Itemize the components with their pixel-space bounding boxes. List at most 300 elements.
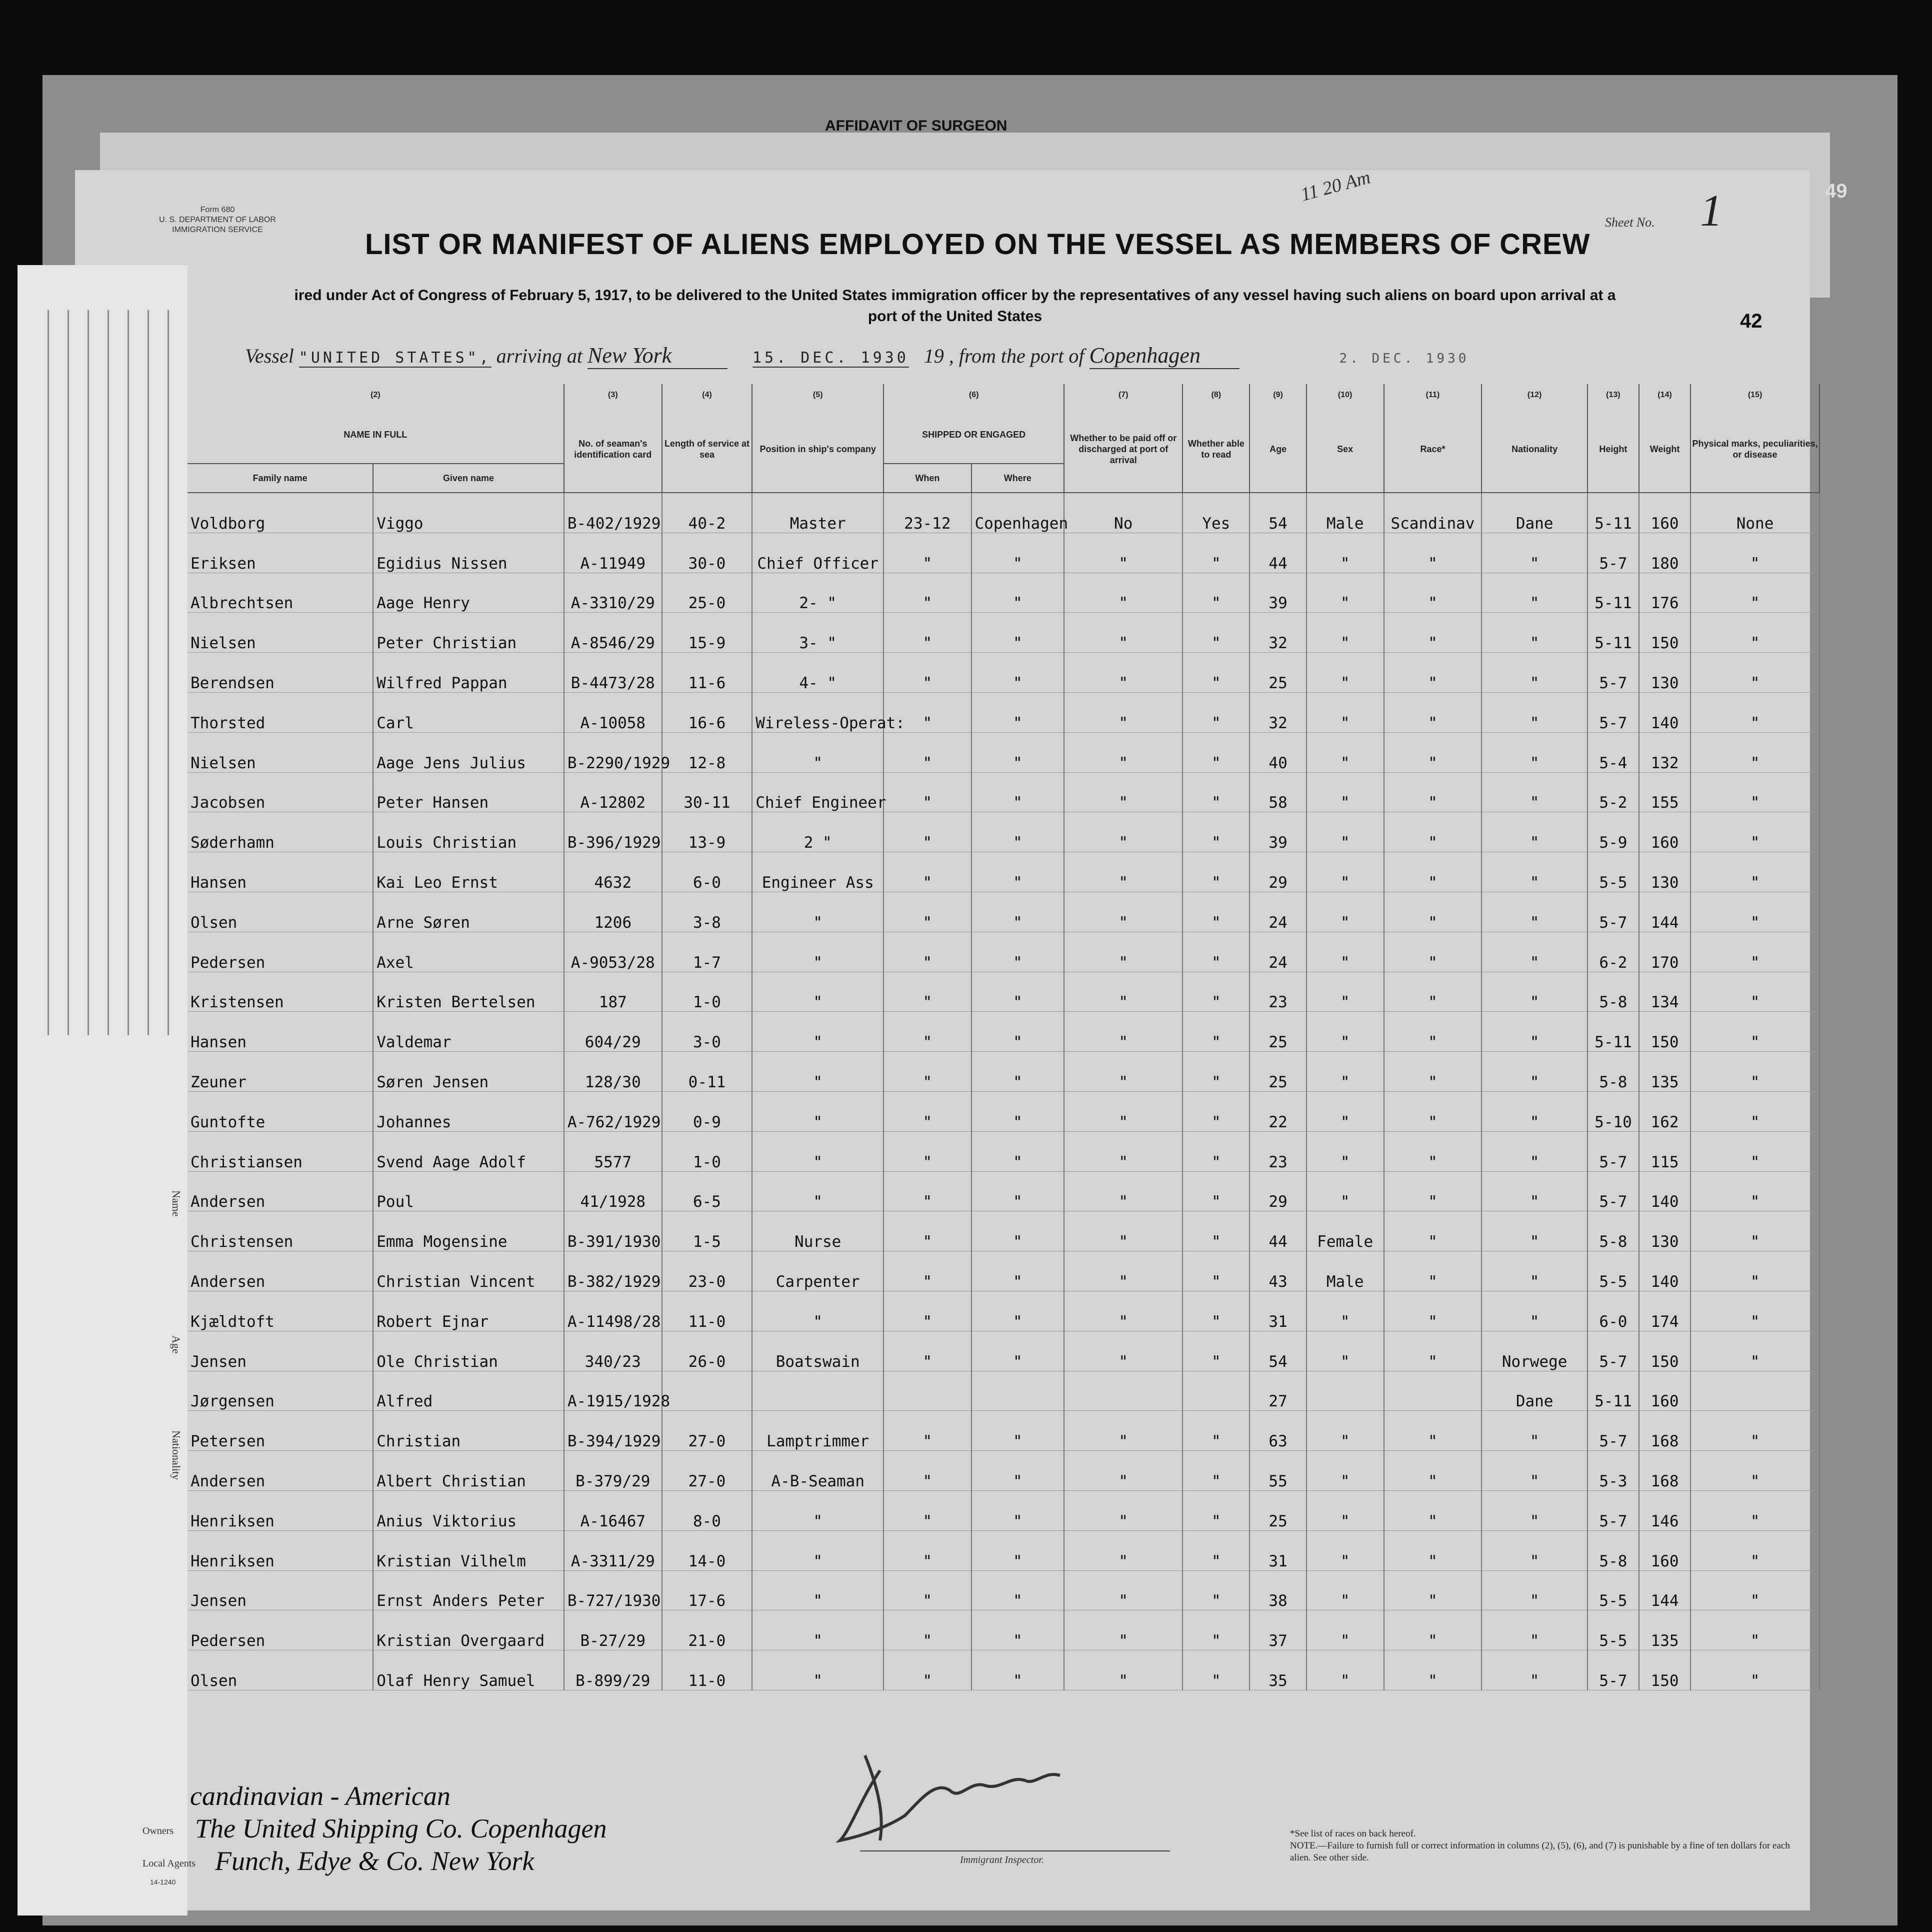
crew-row <box>188 533 1820 573</box>
nationality-cell: " <box>1482 892 1587 932</box>
crew-row <box>188 1091 1820 1131</box>
race-cell: " <box>1384 1570 1482 1610</box>
id-card-cell: A-3310/29 <box>564 573 662 613</box>
crew-row <box>188 493 1820 533</box>
service-cell: 3-0 <box>662 1012 752 1052</box>
able-read-cell: " <box>1182 1291 1250 1331</box>
form-department: U. S. DEPARTMENT OF LABOR <box>159 216 276 224</box>
age-cell: 23 <box>1250 1131 1306 1171</box>
age-cell: 44 <box>1250 1211 1306 1251</box>
height-cell: 5-11 <box>1588 1371 1639 1411</box>
family-name-cell: Voldborg <box>188 493 373 533</box>
given-name-cell: Albert Christian <box>373 1451 564 1491</box>
sex-cell: " <box>1306 1650 1384 1690</box>
where-cell: " <box>972 1211 1064 1251</box>
sex-cell: " <box>1306 812 1384 852</box>
column-header-row <box>188 406 1820 464</box>
family-name-cell: Thorsted <box>188 692 373 732</box>
colnum: (15) <box>1690 384 1820 406</box>
given-name-cell: Alfred <box>373 1371 564 1411</box>
strip-label-nationality: Nationality <box>170 1430 182 1480</box>
when-cell: 23-12 <box>884 493 971 533</box>
year-label: 19 <box>924 345 944 367</box>
nationality-cell: " <box>1482 1091 1587 1131</box>
age-cell: 54 <box>1250 1331 1306 1371</box>
when-cell: " <box>884 653 971 693</box>
family-name-cell: Andersen <box>188 1171 373 1211</box>
able-read-cell: " <box>1182 533 1250 573</box>
paid-off-cell: " <box>1064 1331 1182 1371</box>
id-card-cell: 340/23 <box>564 1331 662 1371</box>
position-cell: Chief Engineer <box>752 772 884 812</box>
physical-marks-cell: " <box>1690 812 1820 852</box>
crew-row <box>188 1650 1820 1690</box>
family-name-cell: Kjældtoft <box>188 1291 373 1331</box>
given-name-cell: Olaf Henry Samuel <box>373 1650 564 1690</box>
height-cell: 5-7 <box>1588 533 1639 573</box>
sex-cell: " <box>1306 1451 1384 1491</box>
id-card-cell: 1206 <box>564 892 662 932</box>
form-service: IMMIGRATION SERVICE <box>172 226 263 234</box>
strip-line <box>128 310 129 1035</box>
nationality-cell: " <box>1482 772 1587 812</box>
service-cell: 1-0 <box>662 972 752 1012</box>
where-cell: " <box>972 1530 1064 1570</box>
id-card-cell: A-762/1929 <box>564 1091 662 1131</box>
given-name-cell: Ernst Anders Peter <box>373 1570 564 1610</box>
given-name-cell: Peter Hansen <box>373 772 564 812</box>
weight-cell: 150 <box>1639 613 1690 653</box>
age-cell: 31 <box>1250 1291 1306 1331</box>
nationality-cell: " <box>1482 1490 1587 1530</box>
sex-cell: " <box>1306 892 1384 932</box>
arriving-label: arriving at <box>496 345 582 367</box>
when-cell: " <box>884 732 971 772</box>
manifest-subtitle <box>140 285 1770 327</box>
age-cell: 25 <box>1250 653 1306 693</box>
colnum: (2) <box>188 384 564 406</box>
weight-cell: 174 <box>1639 1291 1690 1331</box>
header-able-read: Whether able to read <box>1182 406 1250 493</box>
given-name-cell: Aage Jens Julius <box>373 732 564 772</box>
header-weight: Weight <box>1639 406 1690 493</box>
age-cell: 40 <box>1250 732 1306 772</box>
height-cell: 5-7 <box>1588 653 1639 693</box>
where-cell: " <box>972 573 1064 613</box>
able-read-cell: " <box>1182 1171 1250 1211</box>
where-cell: " <box>972 732 1064 772</box>
physical-marks-cell: " <box>1690 653 1820 693</box>
sheet-no-label: Sheet No. <box>1605 215 1655 230</box>
colnum: (6) <box>884 384 1064 406</box>
when-cell: " <box>884 1131 971 1171</box>
paid-off-cell: No <box>1064 493 1182 533</box>
when-cell: " <box>884 892 971 932</box>
where-cell: " <box>972 972 1064 1012</box>
age-cell: 44 <box>1250 533 1306 573</box>
family-name-cell: Søderhamn <box>188 812 373 852</box>
strip-line <box>108 310 109 1035</box>
physical-marks-cell: " <box>1690 852 1820 892</box>
id-card-cell: 5577 <box>564 1131 662 1171</box>
sex-cell: " <box>1306 1331 1384 1371</box>
position-cell: Master <box>752 493 884 533</box>
age-cell: 35 <box>1250 1650 1306 1690</box>
age-cell: 24 <box>1250 892 1306 932</box>
age-cell: 38 <box>1250 1570 1306 1610</box>
header-where: Where <box>972 464 1064 493</box>
sex-cell: " <box>1306 1530 1384 1570</box>
paid-off-cell: " <box>1064 772 1182 812</box>
race-cell: " <box>1384 772 1482 812</box>
paid-off-cell: " <box>1064 932 1182 972</box>
weight-cell: 180 <box>1639 533 1690 573</box>
header-race: Race* <box>1384 406 1482 493</box>
age-cell: 24 <box>1250 932 1306 972</box>
age-cell: 22 <box>1250 1091 1306 1131</box>
physical-marks-cell: " <box>1690 1291 1820 1331</box>
when-cell: " <box>884 1052 971 1092</box>
given-name-cell: Poul <box>373 1171 564 1211</box>
family-name-cell: Olsen <box>188 1650 373 1690</box>
age-cell: 27 <box>1250 1371 1306 1411</box>
id-card-cell: 4632 <box>564 852 662 892</box>
crew-row <box>188 1251 1820 1291</box>
physical-marks-cell: " <box>1690 613 1820 653</box>
header-age: Age <box>1250 406 1306 493</box>
crew-row <box>188 732 1820 772</box>
agents-label: Local Agents <box>142 1858 196 1869</box>
height-cell: 5-7 <box>1588 1490 1639 1530</box>
physical-marks-cell: " <box>1690 1052 1820 1092</box>
weight-cell: 168 <box>1639 1411 1690 1451</box>
height-cell: 5-7 <box>1588 1171 1639 1211</box>
family-name-cell: Guntofte <box>188 1091 373 1131</box>
physical-marks-cell: " <box>1690 1251 1820 1291</box>
service-cell: 21-0 <box>662 1610 752 1650</box>
family-name-cell: Nielsen <box>188 732 373 772</box>
where-cell: " <box>972 1012 1064 1052</box>
age-cell: 43 <box>1250 1251 1306 1291</box>
physical-marks-cell: " <box>1690 1171 1820 1211</box>
race-cell: " <box>1384 1012 1482 1052</box>
family-name-cell: Christensen <box>188 1211 373 1251</box>
position-cell: " <box>752 932 884 972</box>
when-cell: " <box>884 812 971 852</box>
sex-cell: " <box>1306 573 1384 613</box>
family-name-cell: Hansen <box>188 852 373 892</box>
height-cell: 5-7 <box>1588 1411 1639 1451</box>
id-card-cell: A-1915/1928 <box>564 1371 662 1411</box>
where-cell: " <box>972 1411 1064 1451</box>
height-cell: 5-11 <box>1588 493 1639 533</box>
header-height: Height <box>1588 406 1639 493</box>
weight-cell: 134 <box>1639 972 1690 1012</box>
weight-cell: 176 <box>1639 573 1690 613</box>
family-name-cell: Andersen <box>188 1251 373 1291</box>
paid-off-cell: " <box>1064 573 1182 613</box>
position-cell: " <box>752 732 884 772</box>
header-family-name: Family name <box>188 464 373 493</box>
position-cell: 2 " <box>752 812 884 852</box>
given-name-cell: Louis Christian <box>373 812 564 852</box>
nationality-cell: " <box>1482 1411 1587 1451</box>
crew-table <box>188 384 1820 1690</box>
crew-row <box>188 892 1820 932</box>
height-cell: 5-11 <box>1588 613 1639 653</box>
family-name-cell: Nielsen <box>188 613 373 653</box>
id-card-cell: B-2290/1929 <box>564 732 662 772</box>
note-penalty: NOTE.—Failure to furnish full or correct information in columns (2), (5), (6), and (7) is punishable by a fine of ten dollars for each alien. See other side. <box>1290 1840 1790 1863</box>
strip-line <box>88 310 89 1035</box>
nationality-cell: " <box>1482 573 1587 613</box>
strip-line <box>168 310 169 1035</box>
position-cell: " <box>752 892 884 932</box>
service-cell: 16-6 <box>662 692 752 732</box>
when-cell: " <box>884 1251 971 1291</box>
age-cell: 25 <box>1250 1052 1306 1092</box>
race-cell: " <box>1384 1490 1482 1530</box>
position-cell: " <box>752 1570 884 1610</box>
height-cell: 6-2 <box>1588 932 1639 972</box>
family-name-cell: Eriksen <box>188 533 373 573</box>
crew-row <box>188 1610 1820 1650</box>
left-side-strip <box>18 265 188 1915</box>
position-cell: " <box>752 1012 884 1052</box>
age-cell: 63 <box>1250 1411 1306 1451</box>
physical-marks-cell: " <box>1690 1131 1820 1171</box>
sex-cell: Male <box>1306 1251 1384 1291</box>
family-name-cell: Pedersen <box>188 1610 373 1650</box>
when-cell: " <box>884 1610 971 1650</box>
family-name-cell: Albrechtsen <box>188 573 373 613</box>
when-cell: " <box>884 1211 971 1251</box>
family-name-cell: Jensen <box>188 1331 373 1371</box>
service-cell: 11-0 <box>662 1291 752 1331</box>
colnum: (10) <box>1306 384 1384 406</box>
id-card-cell: B-727/1930 <box>564 1570 662 1610</box>
position-cell: " <box>752 1650 884 1690</box>
position-cell: Nurse <box>752 1211 884 1251</box>
physical-marks-cell: " <box>1690 533 1820 573</box>
able-read-cell: " <box>1182 772 1250 812</box>
able-read-cell: " <box>1182 1610 1250 1650</box>
strip-line <box>68 310 69 1035</box>
physical-marks-cell: " <box>1690 972 1820 1012</box>
race-cell: Scandinav <box>1384 493 1482 533</box>
position-cell: " <box>752 1291 884 1331</box>
height-cell: 5-7 <box>1588 892 1639 932</box>
sex-cell: " <box>1306 732 1384 772</box>
able-read-cell: " <box>1182 932 1250 972</box>
position-cell: Wireless-Operat: <box>752 692 884 732</box>
weight-cell: 146 <box>1639 1490 1690 1530</box>
race-cell: " <box>1384 1131 1482 1171</box>
header-shipped: SHIPPED OR ENGAGED <box>884 406 1064 464</box>
crew-table-body <box>188 493 1820 1690</box>
height-cell: 5-7 <box>1588 692 1639 732</box>
family-name-cell: Henriksen <box>188 1490 373 1530</box>
header-name-in-full: NAME IN FULL <box>188 406 564 464</box>
crew-row <box>188 772 1820 812</box>
strip-line <box>48 310 49 1035</box>
id-card-cell: B-382/1929 <box>564 1251 662 1291</box>
physical-marks-cell: " <box>1690 1211 1820 1251</box>
where-cell: " <box>972 852 1064 892</box>
strip-line <box>148 310 149 1035</box>
service-cell: 1-5 <box>662 1211 752 1251</box>
position-cell: " <box>752 1131 884 1171</box>
position-cell <box>752 1371 884 1411</box>
sex-cell: " <box>1306 533 1384 573</box>
crew-row <box>188 1451 1820 1491</box>
id-card-cell: A-11498/28 <box>564 1291 662 1331</box>
nationality-cell: Norwege <box>1482 1331 1587 1371</box>
weight-cell: 130 <box>1639 852 1690 892</box>
position-cell: Engineer Ass <box>752 852 884 892</box>
age-cell: 31 <box>1250 1530 1306 1570</box>
nationality-cell: " <box>1482 653 1587 693</box>
height-cell: 5-7 <box>1588 1331 1639 1371</box>
given-name-cell: Kristian Overgaard <box>373 1610 564 1650</box>
race-cell: " <box>1384 732 1482 772</box>
race-cell: " <box>1384 692 1482 732</box>
ship-line-name: candinavian - American <box>190 1781 450 1811</box>
subtitle-line-2: port of the United States <box>868 308 1042 325</box>
height-cell: 5-7 <box>1588 1131 1639 1171</box>
header-when: When <box>884 464 971 493</box>
crew-row <box>188 692 1820 732</box>
crew-row <box>188 1211 1820 1251</box>
able-read-cell: " <box>1182 613 1250 653</box>
crew-row <box>188 1171 1820 1211</box>
position-cell: " <box>752 1171 884 1211</box>
race-cell: " <box>1384 1052 1482 1092</box>
id-card-cell: 604/29 <box>564 1012 662 1052</box>
race-cell: " <box>1384 1411 1482 1451</box>
service-cell: 27-0 <box>662 1451 752 1491</box>
position-cell: Chief Officer <box>752 533 884 573</box>
paid-off-cell: " <box>1064 1211 1182 1251</box>
paid-off-cell: " <box>1064 692 1182 732</box>
physical-marks-cell: " <box>1690 1570 1820 1610</box>
vessel-line <box>245 343 1469 369</box>
paid-off-cell: " <box>1064 732 1182 772</box>
given-name-cell: Søren Jensen <box>373 1052 564 1092</box>
service-cell: 26-0 <box>662 1331 752 1371</box>
race-cell <box>1384 1371 1482 1411</box>
weight-cell: 160 <box>1639 1371 1690 1411</box>
age-cell: 32 <box>1250 692 1306 732</box>
race-cell: " <box>1384 1530 1482 1570</box>
where-cell: " <box>972 932 1064 972</box>
height-cell: 5-5 <box>1588 852 1639 892</box>
where-cell: " <box>972 772 1064 812</box>
position-cell: " <box>752 1052 884 1092</box>
paid-off-cell: " <box>1064 1171 1182 1211</box>
id-card-cell: B-402/1929 <box>564 493 662 533</box>
age-cell: 29 <box>1250 852 1306 892</box>
colnum: (11) <box>1384 384 1482 406</box>
family-name-cell: Berendsen <box>188 653 373 693</box>
able-read-cell: " <box>1182 852 1250 892</box>
race-cell: " <box>1384 1291 1482 1331</box>
family-name-cell: Petersen <box>188 1411 373 1451</box>
able-read-cell: " <box>1182 1411 1250 1451</box>
physical-marks-cell: " <box>1690 772 1820 812</box>
able-read-cell: " <box>1182 1012 1250 1052</box>
physical-marks-cell: " <box>1690 1451 1820 1491</box>
height-cell: 5-8 <box>1588 972 1639 1012</box>
colnum: (7) <box>1064 384 1182 406</box>
weight-cell: 155 <box>1639 772 1690 812</box>
service-cell: 30-11 <box>662 772 752 812</box>
family-name-cell: Pedersen <box>188 932 373 972</box>
paid-off-cell: " <box>1064 613 1182 653</box>
service-cell: 25-0 <box>662 573 752 613</box>
weight-cell: 132 <box>1639 732 1690 772</box>
crew-row <box>188 812 1820 852</box>
able-read-cell: " <box>1182 812 1250 852</box>
given-name-cell: Christian Vincent <box>373 1251 564 1291</box>
colnum: (3) <box>564 384 662 406</box>
id-card-cell: B-394/1929 <box>564 1411 662 1451</box>
height-cell: 6-0 <box>1588 1291 1639 1331</box>
nationality-cell: " <box>1482 732 1587 772</box>
service-cell: 1-7 <box>662 932 752 972</box>
when-cell: " <box>884 772 971 812</box>
nationality-cell: Dane <box>1482 1371 1587 1411</box>
nationality-cell: " <box>1482 1052 1587 1092</box>
crew-row <box>188 852 1820 892</box>
given-name-cell: Kristen Bertelsen <box>373 972 564 1012</box>
sex-cell: " <box>1306 1570 1384 1610</box>
right-page-number: 49 <box>1825 180 1848 202</box>
nationality-cell: " <box>1482 852 1587 892</box>
nationality-cell: " <box>1482 1211 1587 1251</box>
height-cell: 5-11 <box>1588 573 1639 613</box>
paid-off-cell: " <box>1064 1650 1182 1690</box>
crew-row <box>188 1411 1820 1451</box>
height-cell: 5-2 <box>1588 772 1639 812</box>
given-name-cell: Aage Henry <box>373 573 564 613</box>
age-cell: 39 <box>1250 812 1306 852</box>
race-cell: " <box>1384 1211 1482 1251</box>
sex-cell: " <box>1306 1291 1384 1331</box>
when-cell: " <box>884 1171 971 1211</box>
arrival-date: 15. DEC. 1930 <box>752 349 909 367</box>
where-cell: " <box>972 1052 1064 1092</box>
nationality-cell: " <box>1482 1570 1587 1610</box>
header-id-card: No. of seaman's identification card <box>564 406 662 493</box>
position-cell: 3- " <box>752 613 884 653</box>
departure-date: 2. DEC. 1930 <box>1339 351 1470 366</box>
affidavit-heading: AFFIDAVIT OF SURGEON <box>825 118 1008 134</box>
height-cell: 5-9 <box>1588 812 1639 852</box>
race-cell: " <box>1384 533 1482 573</box>
weight-cell: 135 <box>1639 1052 1690 1092</box>
service-cell: 1-0 <box>662 1131 752 1171</box>
nationality-cell: " <box>1482 932 1587 972</box>
service-cell: 23-0 <box>662 1251 752 1291</box>
nationality-cell: " <box>1482 1251 1587 1291</box>
able-read-cell: " <box>1182 1251 1250 1291</box>
physical-marks-cell: " <box>1690 692 1820 732</box>
when-cell: " <box>884 1570 971 1610</box>
age-cell: 39 <box>1250 573 1306 613</box>
where-cell: " <box>972 1610 1064 1650</box>
sex-cell: " <box>1306 852 1384 892</box>
